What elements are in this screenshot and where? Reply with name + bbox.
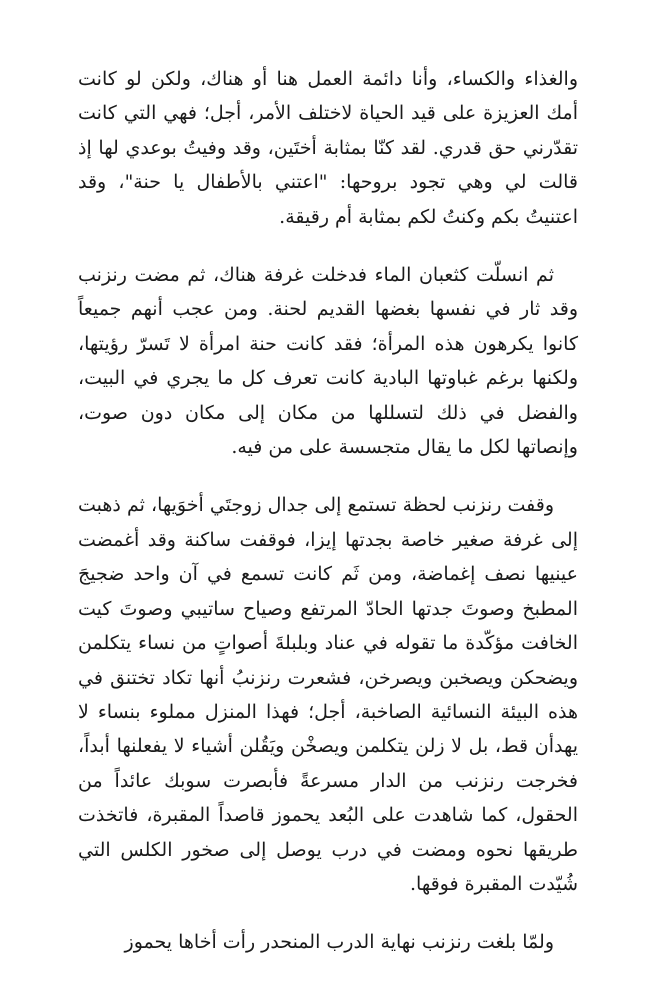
- book-page: [78, 62, 578, 960]
- paragraph-continued: والغذاء والكساء، وأنا دائمة العمل هنا أو هناك، ولكن لو كانت أمك العزيزة على قيد الحياة لاختلف الأمر، أجل؛ فهي التي كانت تقدّرني حق قدري. لقد كنّا بمثابة أختَين، وقد وفيتُ بوعدي لها إذ قالت لي وهي تجود بروحها: "اعتني بالأطفال يا حنة"، وقد اعتنيتُ بكم وكنتُ لكم بمثابة أم رقيقة.: [78, 68, 578, 228]
- paragraph-hanna-slips-away: ثم انسلّت كثعبان الماء فدخلت غرفة هناك، ثم مضت رنزنب وقد ثار في نفسها بغضها القديم لحنة. ومن عجب أنهم جميعاً كانوا يكرهون هذه المرأة؛ فقد كانت حنة امرأة لا تَسرّ رؤيتها، ولكنها برغم غباوتها البادية كانت تعرف كل ما يجري في البيت، والفضل في ذلك لتسللها من مكان إلى مكان دون صوت، وإنصاتها لكل ما يقال متجسسة على من فيه.: [78, 264, 578, 459]
- paragraph-end-of-path: ولمّا بلغت رنزنب نهاية الدرب المنحدر رأت أخاها يحموز: [124, 931, 554, 954]
- paragraph-renisenb-listens: وقفت رنزنب لحظة تستمع إلى جدال زوجتَي أخوَيها، ثم ذهبت إلى غرفة صغير خاصة بجدتها إيزا، فوقفت ساكنة وقد أغمضت عينيها نصف إغماضة، ومن ثَم كانت تسمع في آن واحد ضجيجَ المطبخ وصوتَ جدتها الحادّ المرتفع وصياح ساتيبي وصوتَ كيت الخافت مؤكّدة ما تقوله في عناد وبلبلةَ أصواتٍ من نساء يتكلمن ويضحكن ويصخبن ويصرخن، فشعرت رنزنبُ أنها تكاد تختنق في هذه البيئة النسائية الصاخبة، أجل؛ فهذا المنزل مملوء بنساء لا يهدأن قط، بل لا زلن يتكلمن ويصخْن ويَقُلن أشياء لا يفعلنها أبداً، فخرجت رنزنب من الدار مسرعةً فأبصرت سوبك عائداً من الحقول، كما شاهدت على البُعد يحموز قاصداً المقبرة، فاتخذت طريقها نحوه ومضت في درب يوصل إلى صخور الكلس التي شُيّدت المقبرة فوقها.: [78, 494, 579, 895]
